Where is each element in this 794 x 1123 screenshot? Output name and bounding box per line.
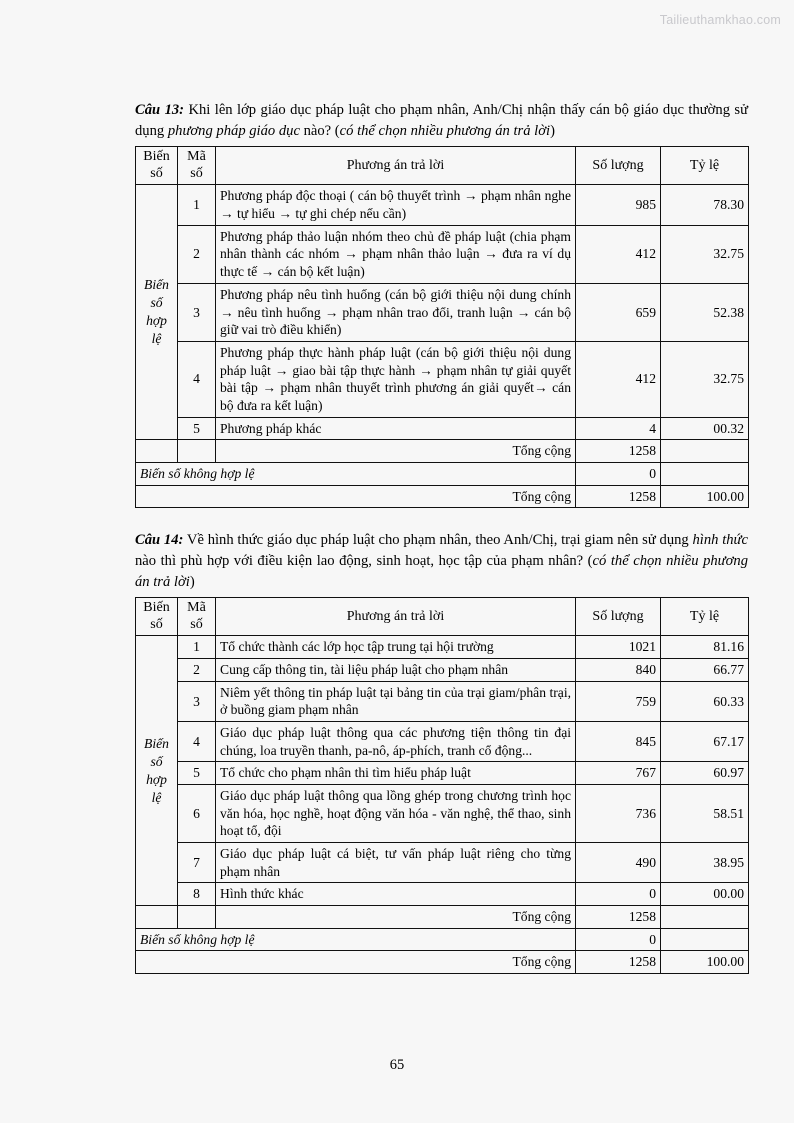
table-row [136, 785, 749, 843]
row-answer: Phương pháp độc thoại ( cán bộ thuyết trình → phạm nhân nghe → tự hiểu → tự ghi chép nếu cần) [216, 185, 576, 225]
invalid-count: 0 [576, 462, 661, 485]
column-header-rate: Tỷ lệ [661, 598, 749, 636]
row-rate: 67.17 [661, 722, 749, 762]
question-13-heading [135, 100, 748, 141]
valid-variable-label-line4: lệ [151, 789, 162, 805]
grand-total-label: Tổng cộng [136, 485, 576, 508]
table-row [136, 636, 749, 659]
question-14-number: Câu 14: [135, 532, 184, 549]
row-code: 4 [178, 722, 216, 762]
question-13-italic-2: có thể chọn nhiều phương án trả lời [339, 122, 551, 139]
question-14-italic-2: có thể chọn nhiều phương án trả lời [135, 552, 748, 590]
grand-total-count: 1258 [576, 951, 661, 974]
column-header-code-line2: số [190, 165, 203, 181]
row-rate: 38.95 [661, 843, 749, 883]
row-rate: 60.33 [661, 681, 749, 721]
row-count: 659 [576, 283, 661, 341]
invalid-count: 0 [576, 928, 661, 951]
row-answer: Hình thức khác [216, 883, 576, 906]
row-answer: Niêm yết thông tin pháp luật tại bảng tin của trại giam/phân trại, ở buồng giam phạm nhân [216, 681, 576, 721]
table-row [136, 762, 749, 785]
row-code: 3 [178, 283, 216, 341]
grand-total-rate: 100.00 [661, 951, 749, 974]
row-answer: Giáo dục pháp luật thông qua các phương tiện thông tin đại chúng, loa truyền thanh, pa-nô, áp-phích, tranh cổ động... [216, 722, 576, 762]
table-row [136, 843, 749, 883]
subtotal-empty-variable [136, 906, 178, 929]
page-number: 65 [389, 1057, 405, 1073]
question-14-table [135, 597, 749, 974]
row-count: 1021 [576, 636, 661, 659]
question-13-text-2: nào? ( [299, 122, 340, 139]
question-13-text-3: ) [550, 122, 555, 139]
row-count: 412 [576, 225, 661, 283]
row-answer: Phương pháp thảo luận nhóm theo chủ đề pháp luật (chia phạm nhân thành các nhóm → phạm nhân thảo luận → đưa ra ví dụ thực tế → cán bộ kết luận) [216, 225, 576, 283]
question-13-table [135, 146, 749, 508]
row-code: 1 [178, 636, 216, 659]
row-code: 5 [178, 417, 216, 440]
subtotal-rate [661, 440, 749, 463]
row-code: 2 [178, 659, 216, 682]
table-row [136, 417, 749, 440]
subtotal-rate [661, 906, 749, 929]
question-14-italic-1: hình thức [692, 532, 748, 549]
valid-variable-label-line2: số [150, 753, 163, 769]
table-row [136, 341, 749, 417]
subtotal-row [136, 906, 749, 929]
row-answer: Tổ chức thành các lớp học tập trung tại hội trường [216, 636, 576, 659]
subtotal-empty-code [178, 440, 216, 463]
row-code: 4 [178, 341, 216, 417]
row-count: 736 [576, 785, 661, 843]
valid-variable-label-line3: hợp [146, 771, 167, 787]
table-header-row [136, 147, 749, 185]
grand-total-row [136, 951, 749, 974]
row-answer: Tổ chức cho phạm nhân thi tìm hiểu pháp luật [216, 762, 576, 785]
column-header-code [178, 147, 216, 185]
row-count: 840 [576, 659, 661, 682]
column-header-code-line2: số [190, 616, 203, 632]
row-count: 0 [576, 883, 661, 906]
row-code: 7 [178, 843, 216, 883]
question-14-text-3: ) [189, 573, 195, 590]
row-rate: 66.77 [661, 659, 749, 682]
column-header-count: Số lượng [576, 147, 661, 185]
column-header-variable-line1: Biến [143, 149, 170, 165]
row-count: 767 [576, 762, 661, 785]
row-rate: 00.00 [661, 883, 749, 906]
row-answer: Phương pháp khác [216, 417, 576, 440]
column-header-variable [136, 598, 178, 636]
column-header-variable [136, 147, 178, 185]
question-13-number: Câu 13: [135, 102, 185, 118]
row-rate: 60.97 [661, 762, 749, 785]
grand-total-label: Tổng cộng [136, 951, 576, 974]
watermark: Tailieuthamkhao.com [659, 13, 781, 27]
question-14-text-2: nào thì phù hợp với điều kiện lao động, sinh hoạt, học tập của phạm nhân? ( [135, 552, 593, 569]
table-header-row [136, 598, 749, 636]
column-header-variable-line2: số [150, 165, 163, 181]
valid-variable-label-line3: hợp [146, 313, 167, 329]
question-14-heading [135, 530, 748, 592]
question-13-text-1: Khi lên lớp giáo dục pháp luật cho phạm nhân, Anh/Chị nhận thấy cán bộ giáo dục thường sử dụng [135, 102, 749, 139]
table-row [136, 283, 749, 341]
invalid-variable-label: Biến số không hợp lệ [136, 462, 576, 485]
grand-total-rate: 100.00 [661, 485, 749, 508]
grand-total-row [136, 485, 749, 508]
column-header-variable-line1: Biến [143, 600, 170, 616]
valid-variable-label [136, 636, 178, 906]
row-answer: Giáo dục pháp luật cá biệt, tư vấn pháp luật riêng cho từng phạm nhân [216, 843, 576, 883]
row-count: 759 [576, 681, 661, 721]
row-rate: 78.30 [661, 185, 749, 225]
valid-variable-label-line4: lệ [151, 331, 162, 347]
valid-variable-label-line1: Biến [144, 735, 169, 751]
row-count: 412 [576, 341, 661, 417]
table-row [136, 681, 749, 721]
valid-variable-label [136, 185, 178, 440]
invalid-variable-label: Biến số không hợp lệ [136, 928, 576, 951]
column-header-count: Số lượng [576, 598, 661, 636]
row-rate: 81.16 [661, 636, 749, 659]
subtotal-count: 1258 [576, 440, 661, 463]
row-code: 3 [178, 681, 216, 721]
row-rate: 32.75 [661, 341, 749, 417]
row-answer: Phương pháp nêu tình huống (cán bộ giới thiệu nội dung chính → nêu tình huống → phạm nhân trao đổi, tranh luận → cán bộ giữ vai trò điều khiển) [216, 283, 576, 341]
row-count: 4 [576, 417, 661, 440]
invalid-row [136, 462, 749, 485]
row-code: 6 [178, 785, 216, 843]
table-row [136, 225, 749, 283]
row-answer: Giáo dục pháp luật thông qua lồng ghép trong chương trình học văn hóa, học nghề, hoạt động văn hóa - văn nghệ, thể thao, sinh hoạt tổ, đội [216, 785, 576, 843]
row-rate: 32.75 [661, 225, 749, 283]
row-answer: Cung cấp thông tin, tài liệu pháp luật cho phạm nhân [216, 659, 576, 682]
table-row [136, 722, 749, 762]
column-header-code-line1: Mã [187, 149, 206, 165]
row-rate: 00.32 [661, 417, 749, 440]
subtotal-row [136, 440, 749, 463]
table-row [136, 659, 749, 682]
invalid-rate [661, 928, 749, 951]
row-code: 1 [178, 185, 216, 225]
subtotal-empty-variable [136, 440, 178, 463]
subtotal-label: Tổng cộng [216, 440, 576, 463]
valid-variable-label-line2: số [150, 295, 163, 311]
question-14-text-1: Về hình thức giáo dục pháp luật cho phạm nhân, theo Anh/Chị, trại giam nên sử dụng [183, 532, 693, 549]
row-rate: 58.51 [661, 785, 749, 843]
document-content [135, 100, 748, 974]
invalid-rate [661, 462, 749, 485]
column-header-code-line1: Mã [187, 600, 206, 616]
row-code: 5 [178, 762, 216, 785]
valid-variable-label-line1: Biến [144, 277, 169, 293]
row-code: 8 [178, 883, 216, 906]
row-count: 985 [576, 185, 661, 225]
subtotal-empty-code [178, 906, 216, 929]
row-count: 490 [576, 843, 661, 883]
row-rate: 52.38 [661, 283, 749, 341]
column-header-rate: Tỷ lệ [661, 147, 749, 185]
row-count: 845 [576, 722, 661, 762]
column-header-answer: Phương án trả lời [216, 598, 576, 636]
column-header-variable-line2: số [150, 616, 163, 632]
table-row [136, 185, 749, 225]
column-header-answer: Phương án trả lời [216, 147, 576, 185]
question-13-italic-1: phương pháp giáo dục [167, 122, 300, 139]
table-row [136, 883, 749, 906]
column-header-code [178, 598, 216, 636]
invalid-row [136, 928, 749, 951]
row-code: 2 [178, 225, 216, 283]
subtotal-label: Tổng cộng [216, 906, 576, 929]
subtotal-count: 1258 [576, 906, 661, 929]
row-answer: Phương pháp thực hành pháp luật (cán bộ giới thiệu nội dung pháp luật → giao bài tập thực hành → phạm nhân tự giải quyết bài tập → phạm nhân thuyết trình phương án giải quyết→ cán bộ đưa ra kết luận) [216, 341, 576, 417]
grand-total-count: 1258 [576, 485, 661, 508]
